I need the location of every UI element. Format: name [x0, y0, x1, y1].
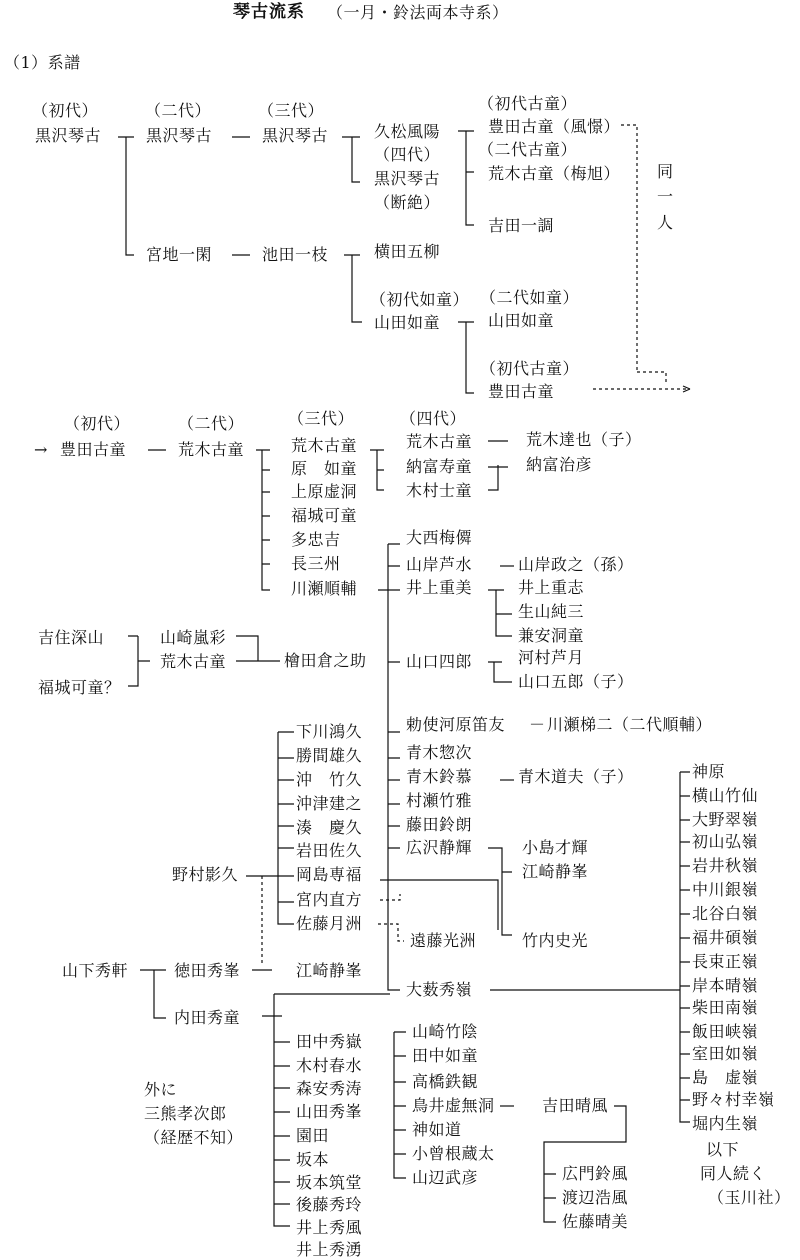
- person: 川瀬梯二（二代順輔）: [547, 715, 713, 734]
- person: 坂本: [296, 1150, 330, 1169]
- person: 福城可童？: [38, 678, 121, 697]
- section-heading: （1）系譜: [4, 53, 81, 72]
- person: 中川銀嶺: [692, 880, 759, 899]
- person: 小曾根蔵太: [412, 1144, 495, 1163]
- person: 山下秀軒: [62, 961, 129, 980]
- person: 森安秀涛: [296, 1079, 363, 1098]
- person: 野村影久: [172, 865, 239, 884]
- person: 遠藤光洲: [410, 931, 477, 950]
- person: 後藤秀玲: [296, 1195, 363, 1214]
- annotation-extinct: （断絶）: [374, 193, 441, 212]
- note-text: （経歴不知）: [144, 1128, 244, 1147]
- person: 沖 竹久: [296, 770, 363, 789]
- person: 大薮秀嶺: [406, 980, 473, 999]
- person: 青木鈴慕: [406, 767, 473, 786]
- person: 岡島専福: [296, 865, 363, 884]
- person: 飯田峡嶺: [692, 1022, 759, 1041]
- person: 下川鴻久: [296, 722, 363, 741]
- person: 福井碩嶺: [692, 928, 759, 947]
- person: 室田如嶺: [692, 1044, 759, 1063]
- person: 小島才輝: [522, 838, 589, 857]
- person: 柴田南嶺: [692, 998, 759, 1017]
- person: 宮内直方: [296, 890, 363, 909]
- note-text: 外に: [144, 1080, 178, 1099]
- person: 大西梅僲: [406, 528, 473, 547]
- person: 青木道夫（子）: [518, 767, 634, 786]
- gen-label: （四代）: [400, 409, 467, 428]
- person-araki-tatsuya: 荒木達也（子）: [526, 430, 642, 449]
- person: 岩井秋嶺: [692, 856, 759, 875]
- person: 竹内史光: [522, 931, 589, 950]
- person: 山崎嵐彩: [160, 628, 227, 647]
- person: 木村春水: [296, 1056, 363, 1075]
- person: 佐藤月洲: [296, 914, 363, 933]
- person: 湊 慶久: [296, 818, 363, 837]
- person: 佐藤晴美: [562, 1212, 629, 1231]
- person: 島 虚嶺: [692, 1068, 759, 1087]
- page-subtitle: （一月・鈴法両本寺系）: [327, 3, 509, 22]
- person-araki-kodo-4: 荒木古童: [406, 432, 473, 451]
- person: 上原虚洞: [291, 482, 358, 501]
- gen-label: （初代古童）: [480, 359, 580, 378]
- person-nootomi-judo: 納富寿童: [406, 457, 473, 476]
- person: 堀内生嶺: [692, 1114, 759, 1133]
- person-araki-kodo-2: 荒木古童: [178, 440, 245, 459]
- note-same-person: 同: [657, 162, 674, 181]
- person: 吉住深山: [38, 628, 105, 647]
- person: 河村芦月: [518, 648, 585, 667]
- gen-label: （二代古童）: [478, 140, 578, 159]
- person: 勅使河原笛友: [406, 715, 506, 734]
- person: 長三州: [291, 554, 341, 573]
- person: 山辺武彦: [412, 1168, 479, 1187]
- person: 沖津建之: [296, 794, 363, 813]
- gen-label: （二代如童）: [480, 288, 580, 307]
- person-yamada-nyodo-1: 山田如童: [374, 313, 441, 332]
- person-kimura-shido: 木村士童: [406, 481, 473, 500]
- person-araki-kodo-3: 荒木古童: [291, 436, 358, 455]
- person: 檜田倉之助: [284, 651, 367, 670]
- person: 井上秀湧: [296, 1240, 363, 1259]
- person: 山崎竹陰: [412, 1022, 479, 1041]
- person-yoshida-itcho: 吉田一調: [488, 216, 555, 235]
- person: 福城可童: [291, 506, 358, 525]
- person: 神如道: [412, 1120, 462, 1139]
- person: 高橋鉄観: [412, 1072, 479, 1091]
- gen-label: （初代）: [64, 414, 131, 433]
- person: 長束正嶺: [692, 952, 759, 971]
- person: 野々村幸嶺: [692, 1090, 775, 1109]
- page-title: 琴古流系: [233, 2, 305, 22]
- person: 園田: [296, 1126, 330, 1145]
- person-yamada-nyodo-2: 山田如童: [488, 311, 555, 330]
- note-text: 三熊孝次郎: [144, 1104, 227, 1123]
- note-same-person: 人: [657, 213, 674, 232]
- person: 勝間雄久: [296, 746, 363, 765]
- person-nootomi-haruhiko: 納富治彦: [526, 455, 593, 474]
- note-same-person: 一: [657, 187, 674, 206]
- person: 井上重美: [406, 578, 473, 597]
- gen-label: （三代）: [288, 409, 355, 428]
- person: 江崎静峯: [522, 862, 589, 881]
- gen-label: （初代如童）: [370, 290, 470, 309]
- arrow-icon: →: [34, 440, 48, 459]
- gen-label: （二代）: [178, 414, 245, 433]
- person: 山口五郎（子）: [518, 672, 634, 691]
- person: 井上重志: [518, 578, 585, 597]
- person-kawase-junsuke: 川瀬順輔: [291, 579, 358, 598]
- footer-note: 同人続く: [700, 1164, 767, 1183]
- gen-label: （初代）: [32, 101, 99, 120]
- person-kurosawa-kinko-1: 黒沢琴古: [35, 126, 102, 145]
- gen-label: （三代）: [258, 101, 325, 120]
- person: 生山純三: [518, 602, 585, 621]
- person: 江崎静峯: [296, 961, 363, 980]
- footer-note: 以下: [706, 1140, 740, 1159]
- person: 田中秀嶽: [296, 1032, 363, 1051]
- dash-symbol: －: [529, 715, 546, 734]
- person: 徳田秀峯: [174, 961, 241, 980]
- person-ikeda-isshi: 池田一枝: [262, 245, 329, 264]
- person: 兼安洞童: [518, 626, 585, 645]
- person-kurosawa-kinko-3: 黒沢琴古: [262, 126, 329, 145]
- person: 原 如童: [291, 459, 358, 478]
- person-kurosawa-kinko-4: 黒沢琴古: [374, 169, 441, 188]
- person: 広門鈴風: [562, 1164, 629, 1183]
- person-hisamatsu-fuyo: 久松風陽: [374, 122, 441, 141]
- gen-label: （初代古童）: [478, 94, 578, 113]
- person-toyoda-kodo: 豊田古童: [60, 440, 127, 459]
- person: 山口四郎: [406, 652, 473, 671]
- person: 坂本筑堂: [296, 1173, 363, 1192]
- person: 荒木古童: [160, 652, 227, 671]
- person-miyaji-ikkan: 宮地一閑: [146, 245, 213, 264]
- person-toyoda-kodo: 豊田古童: [488, 382, 555, 401]
- person: 岸本晴嶺: [692, 976, 759, 995]
- person: 神原: [692, 762, 726, 781]
- gen-label: （四代）: [374, 145, 441, 164]
- person: 吉田晴風: [542, 1096, 609, 1115]
- person: 村瀬竹雅: [406, 791, 473, 810]
- person: 渡辺浩風: [562, 1188, 629, 1207]
- gen-label: （二代）: [145, 101, 212, 120]
- person-toyoda-kodo-fukei: 豊田古童（風憬）: [488, 117, 621, 136]
- person: 青木惣次: [406, 743, 473, 762]
- person: 鳥井虚無洞: [412, 1096, 495, 1115]
- person-kurosawa-kinko-2: 黒沢琴古: [146, 126, 213, 145]
- person: 岩田佐久: [296, 841, 363, 860]
- person-yokota-goryu: 横田五柳: [374, 242, 441, 261]
- person: 内田秀童: [174, 1008, 241, 1027]
- person: 広沢静輝: [406, 838, 473, 857]
- person: 藤田鈴朗: [406, 815, 473, 834]
- person: 横山竹仙: [692, 786, 759, 805]
- person: 多忠吉: [291, 530, 341, 549]
- person: 田中如童: [412, 1046, 479, 1065]
- person: 北谷白嶺: [692, 904, 759, 923]
- person: 山田秀峯: [296, 1102, 363, 1121]
- person: 大野翠嶺: [692, 810, 759, 829]
- person: 初山弘嶺: [692, 832, 759, 851]
- person-araki-kodo-baikyoku: 荒木古童（梅旭）: [488, 164, 621, 183]
- person: 山岸政之（孫）: [518, 555, 634, 574]
- footer-note: （玉川社）: [708, 1188, 791, 1207]
- person: 井上秀風: [296, 1218, 363, 1237]
- person: 山岸芦水: [406, 555, 473, 574]
